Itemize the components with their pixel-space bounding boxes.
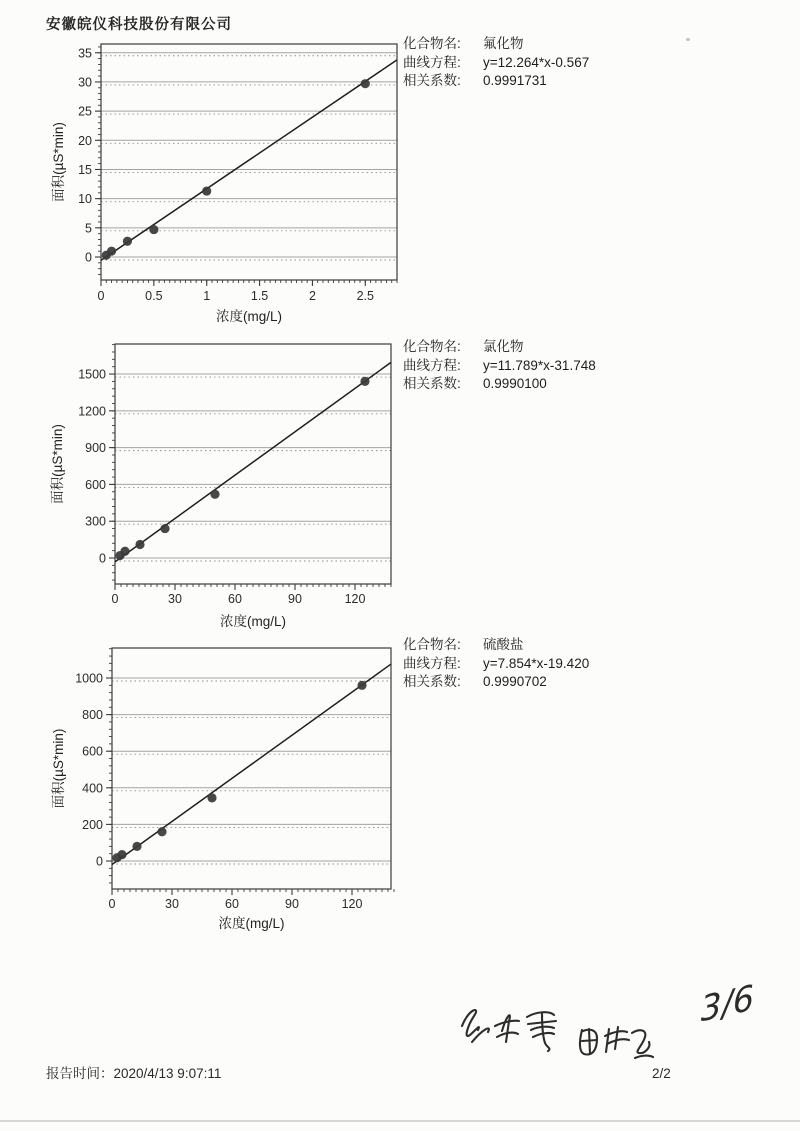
handwritten-corner-mark: 3/6 (700, 977, 755, 1031)
correlation-value: 0.9991731 (483, 73, 547, 88)
data-point (160, 524, 169, 533)
legend-row-correlation (403, 72, 663, 91)
y-axis-label: 面积(µS*min) (51, 728, 66, 809)
gridlines (112, 678, 391, 864)
data-point (202, 186, 211, 195)
compound-name-value: 氯化物 (483, 339, 524, 354)
data-point (157, 827, 166, 836)
tick-labels (78, 46, 374, 303)
y-tick-label: 5 (85, 221, 92, 236)
fit-line (112, 664, 391, 864)
data-point (120, 547, 129, 556)
curve-equation-label: 曲线方程: (403, 54, 461, 70)
legend-row-correlation (403, 375, 663, 394)
legend-row-compound (403, 338, 663, 357)
y-tick-label: 0 (96, 854, 103, 869)
scan-speck (686, 38, 690, 41)
data-point (135, 540, 144, 549)
y-tick-label: 25 (78, 104, 92, 119)
y-tick-label: 10 (78, 192, 92, 207)
x-axis-label: 浓度(mg/L) (215, 309, 283, 324)
plot-border (115, 344, 391, 584)
y-axis-label: 面积(µS*min) (51, 122, 66, 202)
y-tick-label: 15 (78, 162, 92, 177)
tick-labels (78, 368, 365, 606)
data-point (361, 79, 370, 88)
data-point (357, 681, 366, 690)
data-point (149, 225, 158, 234)
y-tick-label: 35 (78, 46, 92, 61)
x-tick-label: 0 (111, 592, 119, 606)
y-tick-label: 1200 (78, 404, 106, 419)
x-tick-label: 90 (288, 592, 302, 606)
data-points (112, 681, 366, 863)
legend-row-equation (403, 655, 663, 674)
scan-artifact-line (0, 1120, 800, 1122)
y-tick-label: 0 (85, 250, 92, 265)
legend-row-correlation (403, 673, 663, 692)
axis-ticks (106, 649, 394, 895)
x-axis-label: 浓度(mg/L) (219, 614, 287, 629)
axis-ticks (109, 345, 391, 590)
fit-line (115, 362, 391, 562)
gridlines (101, 53, 397, 260)
legend-row-equation (403, 54, 663, 73)
data-point (117, 850, 126, 859)
y-tick-label: 1000 (75, 671, 103, 686)
y-tick-label: 400 (82, 781, 103, 796)
x-tick-label: 60 (228, 592, 242, 606)
correlation-label: 相关系数: (403, 376, 461, 391)
report-time-value: 2020/4/13 9:07:11 (113, 1066, 222, 1081)
x-tick-label: 1 (203, 289, 211, 303)
data-point (207, 793, 216, 802)
handwritten-signature-2 (572, 1016, 664, 1066)
plot-border (112, 648, 391, 889)
curve-equation-value: y=12.264*x-0.567 (483, 54, 590, 70)
data-point (132, 842, 141, 851)
curve-equation-label: 曲线方程: (403, 357, 461, 373)
correlation-value: 0.9990702 (483, 674, 547, 689)
gridlines (115, 374, 391, 561)
data-points (115, 377, 369, 560)
y-tick-label: 20 (78, 133, 92, 148)
x-tick-label: 30 (165, 897, 179, 911)
compound-name-label: 化合物名: (403, 637, 461, 652)
y-tick-label: 800 (82, 708, 103, 723)
handwritten-signature-1 (455, 1000, 570, 1060)
y-tick-label: 200 (82, 817, 103, 832)
legend-row-compound (403, 35, 663, 54)
chart-1-legend (403, 35, 663, 91)
y-axis-label: 面积(µS*min) (50, 424, 65, 504)
company-name: 安徽皖仪科技股份有限公司 (46, 17, 232, 33)
correlation-value: 0.9990100 (483, 376, 547, 391)
page-number: 2/2 (652, 1066, 671, 1081)
legend-row-compound (403, 636, 663, 655)
x-tick-label: 0.5 (145, 289, 163, 303)
plot-border (101, 44, 397, 280)
legend-row-equation (403, 357, 663, 376)
y-tick-label: 300 (85, 514, 106, 529)
report-time-label: 报告时间： (46, 1066, 114, 1081)
curve-equation-value: y=7.854*x-19.420 (483, 655, 590, 671)
y-tick-label: 600 (85, 477, 106, 492)
correlation-label: 相关系数: (403, 674, 461, 689)
x-tick-label: 120 (344, 592, 366, 606)
y-tick-label: 900 (85, 441, 106, 456)
curve-equation-label: 曲线方程: (403, 655, 461, 671)
data-point (107, 247, 116, 256)
x-tick-label: 60 (225, 897, 239, 911)
y-tick-label: 30 (78, 75, 92, 90)
compound-name-label: 化合物名: (403, 339, 461, 354)
chart-2-legend (403, 338, 663, 394)
y-tick-label: 600 (82, 744, 103, 759)
x-tick-label: 120 (341, 897, 363, 911)
correlation-label: 相关系数: (403, 73, 461, 88)
fit-line (101, 60, 397, 260)
data-point (123, 237, 132, 246)
calibration-chart-sulfate (40, 636, 415, 936)
x-tick-label: 1.5 (250, 289, 269, 303)
axis-ticks (95, 47, 397, 286)
compound-name-value: 硫酸盐 (483, 637, 524, 652)
data-point (360, 377, 369, 386)
compound-name-label: 化合物名: (403, 36, 461, 51)
calibration-chart-chloride (40, 338, 415, 634)
x-tick-label: 2.5 (356, 289, 374, 303)
x-tick-label: 0 (108, 897, 116, 911)
curve-equation-value: y=11.789*x-31.748 (483, 357, 596, 373)
y-tick-label: 0 (99, 551, 106, 566)
x-axis-label: 浓度(mg/L) (218, 916, 285, 931)
x-tick-label: 0 (97, 289, 105, 303)
compound-name-value: 氟化物 (483, 36, 524, 51)
y-tick-label: 1500 (78, 367, 106, 382)
chart-3-legend (403, 636, 663, 692)
x-tick-label: 2 (308, 289, 316, 303)
x-tick-label: 90 (285, 897, 299, 911)
report-time (46, 1062, 221, 1082)
x-tick-label: 30 (168, 592, 182, 606)
calibration-chart-fluoride (40, 40, 415, 330)
data-point (210, 490, 219, 499)
